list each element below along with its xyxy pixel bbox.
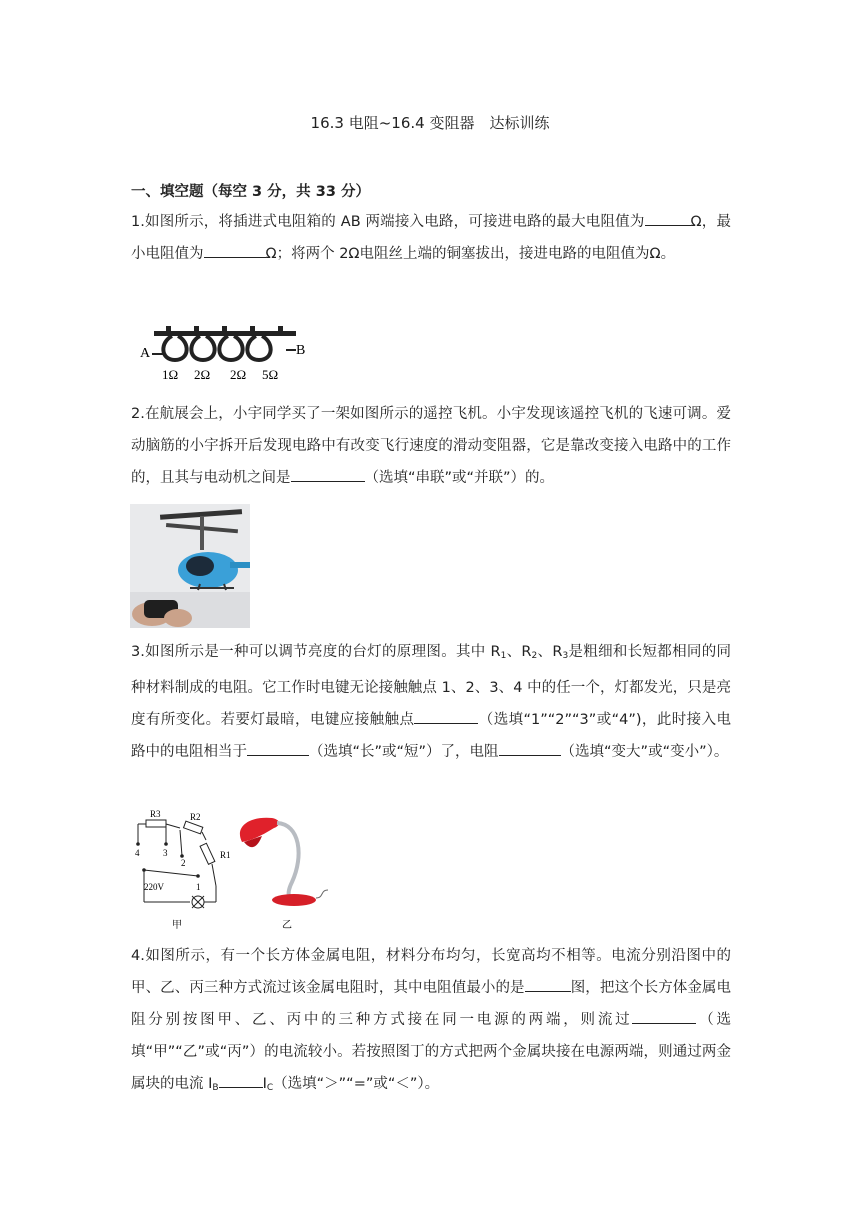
q3-text-a3: 、R	[537, 644, 563, 660]
q4-text-a: 4.如图所示，有一个长方体金属电阻，材料分布均匀，长宽高均不相等。电流分别沿图中的甲、乙、丙三种方式流过该金属电阻时，其中电阻值最小的是	[131, 948, 731, 996]
q4-blank-min	[525, 977, 571, 992]
resistor-label-2: 2Ω	[194, 367, 211, 382]
q3-text-a4: 是粗细和长短都相同的同种材料制成的电阻。它工作时电键无论接触触点 1、2、3、4 中的任一个，灯都发光，只是亮度有所变化。若要灯最暗，电键应接触触点	[131, 644, 732, 728]
r2-label: R2	[190, 812, 201, 822]
resistor-label-4: 5Ω	[262, 367, 279, 382]
q2-text-b: （选填“串联”或“并联”）的。	[364, 470, 555, 486]
q1-text-d: Ω。	[649, 246, 676, 262]
q3-text-a2: 、R	[506, 644, 532, 660]
q4-text-c: （选填“甲”“乙”或“丙”）的电流较小。若按照图丁的方式把两个金属块接在电源两端，则通过两金属块的电流 I	[131, 1012, 732, 1092]
lamp-circuit-figure	[132, 806, 332, 932]
question-4	[131, 940, 731, 1104]
contact-4-label: 4	[135, 848, 140, 858]
q2-blank	[291, 467, 365, 482]
rc-helicopter-photo	[130, 504, 250, 628]
terminal-a-label: A	[140, 346, 151, 361]
q4-text-b: 图，把这个长方体金属电阻分别按图甲、乙、丙中的三种方式接在同一电源的两端，则流过	[131, 980, 732, 1028]
resistor-label-3: 2Ω	[230, 367, 247, 382]
q4-blank-current	[632, 1009, 696, 1024]
question-3	[131, 636, 731, 768]
q3-text-d: （选填“变大”或“变小”）。	[560, 744, 729, 760]
r3-label: R3	[150, 809, 161, 819]
page-title: 16.3 电阻~16.4 变阻器 达标训练	[310, 114, 550, 132]
q4-text-d: I	[262, 1076, 267, 1092]
q1-text-a: 1.如图所示，将插进式电阻箱的 AB 两端接入电路，可接进电路的最大电阻值为	[131, 214, 645, 230]
q4-sub-b: B	[212, 1083, 219, 1093]
q3-sub-1: 1	[500, 651, 507, 661]
question-1	[131, 206, 731, 270]
q3-sub-2: 2	[531, 651, 538, 661]
section-heading: 一、填空题（每空 3 分，共 33 分）	[131, 184, 370, 200]
q3-blank-contact	[414, 709, 478, 724]
q3-blank-resistance	[499, 741, 561, 756]
contact-1-label: 1	[196, 882, 201, 892]
q4-blank-compare	[219, 1073, 263, 1088]
r1-label: R1	[220, 850, 231, 860]
q3-text-a: 3.如图所示是一种可以调节亮度的台灯的原理图。其中 R	[131, 644, 501, 660]
q2-text-a: 2.在航展会上，小宇同学买了一架如图所示的遥控飞机。小宇发现该遥控飞机的飞速可调。爱动脑筋的小宇拆开后发现电路中有改变飞行速度的滑动变阻器，它是靠改变接入电路中的工作的，且其与电动机之间是	[131, 406, 731, 486]
q4-sub-c: C	[266, 1083, 274, 1093]
caption-jia: 甲	[172, 920, 182, 931]
q1-blank-min	[204, 243, 266, 258]
q1-blank-max	[645, 211, 691, 226]
resistor-label-1: 1Ω	[162, 367, 179, 382]
q1-text-c: Ω；将两个 2Ω电阻丝上端的铜塞拔出，接进电路的电阻值为	[265, 246, 650, 262]
q3-blank-length	[247, 741, 309, 756]
resistance-box-figure	[136, 320, 316, 384]
caption-yi: 乙	[282, 920, 292, 931]
contact-3-label: 3	[163, 848, 168, 858]
q3-text-b: （选填“1”“2”“3”或“4”)，此时接入电路中的电阻相当于	[131, 712, 732, 760]
q3-sub-3: 3	[562, 651, 569, 661]
contact-2-label: 2	[181, 858, 186, 868]
q1-text-b: Ω，最小电阻值为	[131, 214, 731, 262]
voltage-label: 220V	[144, 882, 164, 892]
q3-text-c: （选填“长”或“短”）了，电阻	[309, 744, 499, 760]
q4-text-e: （选填“＞”“=”或“＜”）。	[273, 1076, 440, 1092]
question-2	[131, 398, 731, 494]
terminal-b-label: B	[296, 343, 306, 358]
